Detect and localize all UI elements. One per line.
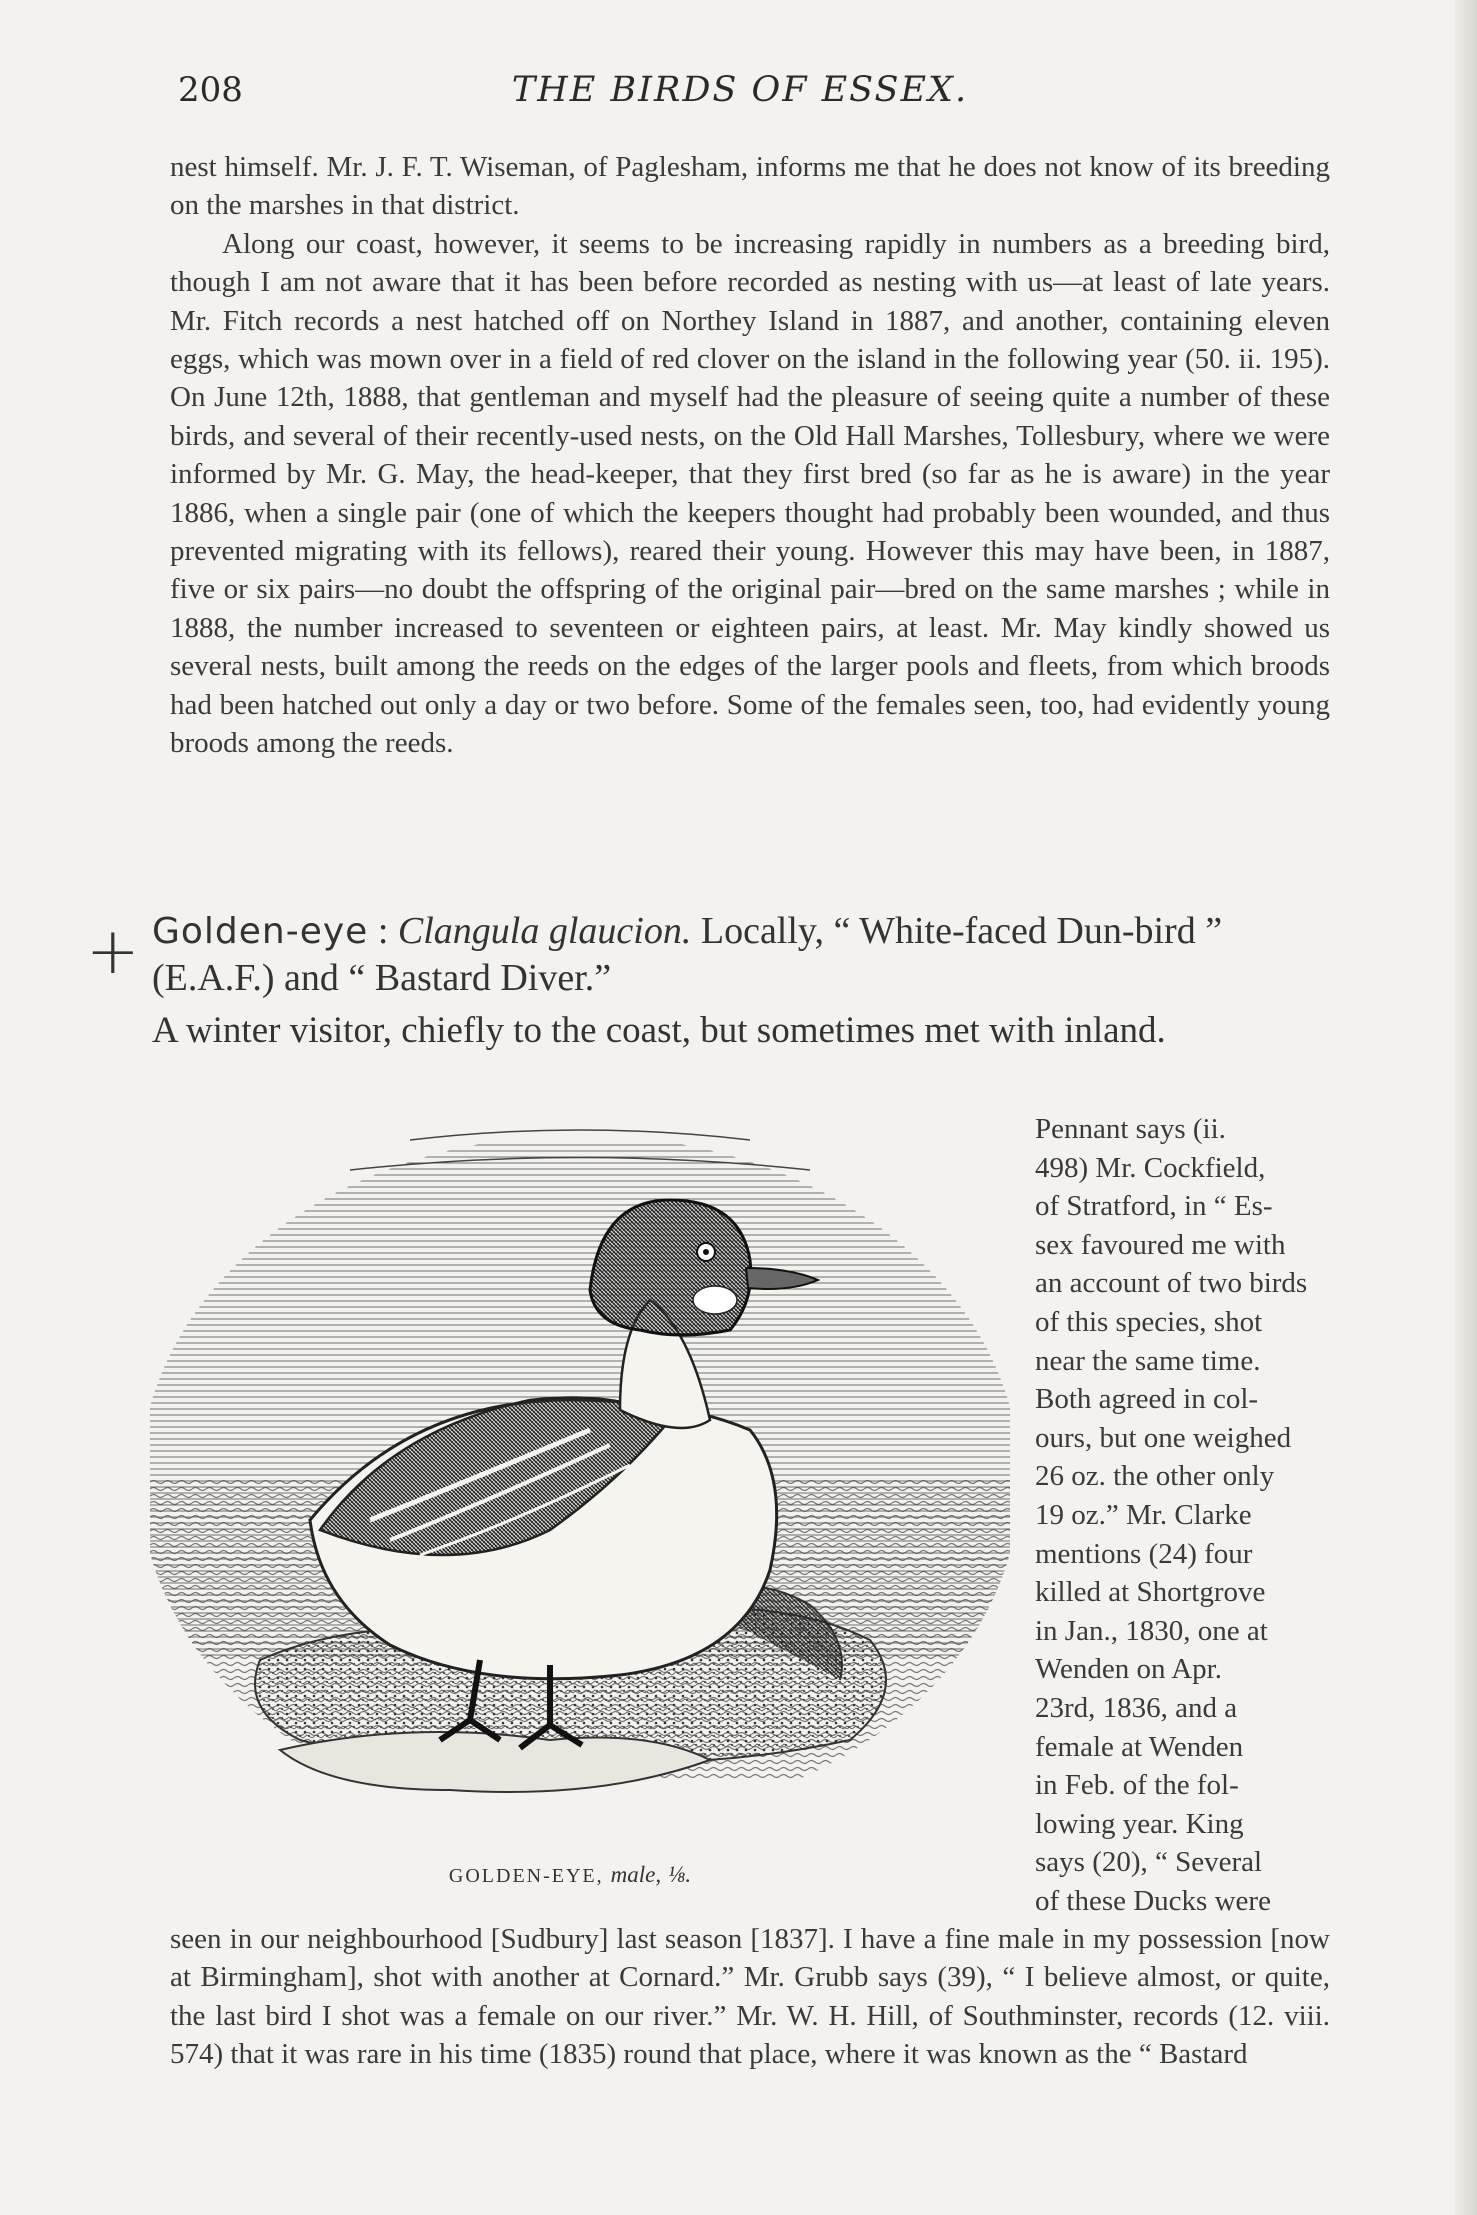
duck-illustration <box>150 1100 1010 1860</box>
side-line: ours, but one weighed <box>1035 1421 1292 1454</box>
paragraph-bottom: seen in our neighbourhood [Sudbury] last season [1837]. I have a fine male in my possession [now at Birmingham], shot with another at Cornard.” Mr. Grubb says (39), “ I believe almost, or quite, the last bird I shot was a female on our river.” Mr. W. H. Hill, of Southminster, records (12. viii. 574) that it was rare in his time (1835) round that place, where it was known as the “ Bastard <box>170 1923 1330 2071</box>
side-line: 498) Mr. Cockfield, <box>1035 1151 1266 1184</box>
paragraph-continuation: nest himself. Mr. J. F. T. Wiseman, of Paglesham, informs me that he does not know of its breeding on the marshes in that district. <box>170 151 1330 222</box>
page-gutter-shadow <box>1455 0 1477 2215</box>
margin-cross-mark: + <box>86 915 140 989</box>
caption-title: GOLDEN-EYE, <box>448 1865 604 1887</box>
side-line: says (20), “ Several <box>1035 1846 1263 1879</box>
side-line: Wenden on Apr. <box>1035 1653 1222 1686</box>
side-line: Pennant says (ii. <box>1035 1113 1226 1145</box>
side-line: in Feb. of the fol- <box>1035 1769 1239 1802</box>
running-title: THE BIRDS OF ESSEX. <box>511 70 969 110</box>
species-status: A winter visitor, chiefly to the coast, but sometimes met with inland. <box>152 1010 1166 1051</box>
side-line: Both agreed in col- <box>1035 1383 1259 1416</box>
species-heading <box>152 908 1328 1001</box>
running-head <box>160 70 1320 120</box>
figure-caption <box>150 1862 990 1888</box>
top-text-block <box>170 148 1330 763</box>
page-number: 208 <box>178 70 243 110</box>
side-line: killed at Shortgrove <box>1035 1576 1266 1609</box>
golden-eye-engraving <box>150 1100 1030 1920</box>
bottom-text-block <box>170 1920 1330 2074</box>
side-line: of this species, shot <box>1035 1305 1263 1338</box>
species-latin-name: Clangula glaucion. <box>397 910 692 952</box>
side-line: lowing year. King <box>1035 1807 1244 1840</box>
side-line: an account of two birds <box>1035 1267 1308 1300</box>
side-line: female at Wenden <box>1035 1730 1244 1763</box>
side-line: in Jan., 1830, one at <box>1035 1614 1268 1647</box>
side-line: sex favoured me with <box>1035 1228 1286 1261</box>
species-common-name: Golden-eye <box>152 911 369 952</box>
side-line: mentions (24) four <box>1035 1537 1253 1570</box>
side-line: of these Ducks were <box>1035 1884 1271 1917</box>
caption-scale: ⅛. <box>668 1862 692 1887</box>
side-line: near the same time. <box>1035 1344 1261 1377</box>
side-line: 23rd, 1836, and a <box>1035 1691 1238 1724</box>
species-local-names: Locally, “ White-faced Dun-bird ” (E.A.F.) and “ Bastard Diver.” <box>152 910 1223 999</box>
side-line: of Stratford, in “ Es- <box>1035 1190 1273 1223</box>
caption-sex: male, <box>610 1862 662 1887</box>
paragraph-breeding: Along our coast, however, it seems to be increasing rapidly in numbers as a breeding bird, though I am not aware that it has been before recorded as nesting with us—at least of late years. Mr. Fitch records a nest hatched off on Northey Island in 1887, and another, containing eleven eggs, which was mown over in a field of red clover on the island in the following year (50. ii. 195). On June 12th, 1888, that gentleman and myself had the pleasure of seeing quite a number of these birds, and several of their recently-used nests, on the Old Hall Marshes, Tollesbury, where we were informed by Mr. G. May, the head-keeper, that they first bred (so far as he is aware) in the year 1886, when a single pair (one of which the keepers thought had probably been wounded, and thus prevented migrating with its fellows), reared their young. However this may have been, in 1887, five or six pairs—no doubt the offspring of the original pair—bred on the same marshes ; while in 1888, the number increased to seventeen or eighteen pairs, at least. Mr. May kindly showed us several nests, built among the reeds on the edges of the larger pools and fleets, from which broods had been hatched out only a day or two before. Some of the females seen, too, had evidently young broods among the reeds. <box>170 227 1330 760</box>
heading-separator: : <box>368 910 398 952</box>
side-line: 19 oz.” Mr. Clarke <box>1035 1498 1252 1531</box>
side-line: 26 oz. the other only <box>1035 1460 1275 1493</box>
side-column-text <box>1035 1110 1328 1920</box>
